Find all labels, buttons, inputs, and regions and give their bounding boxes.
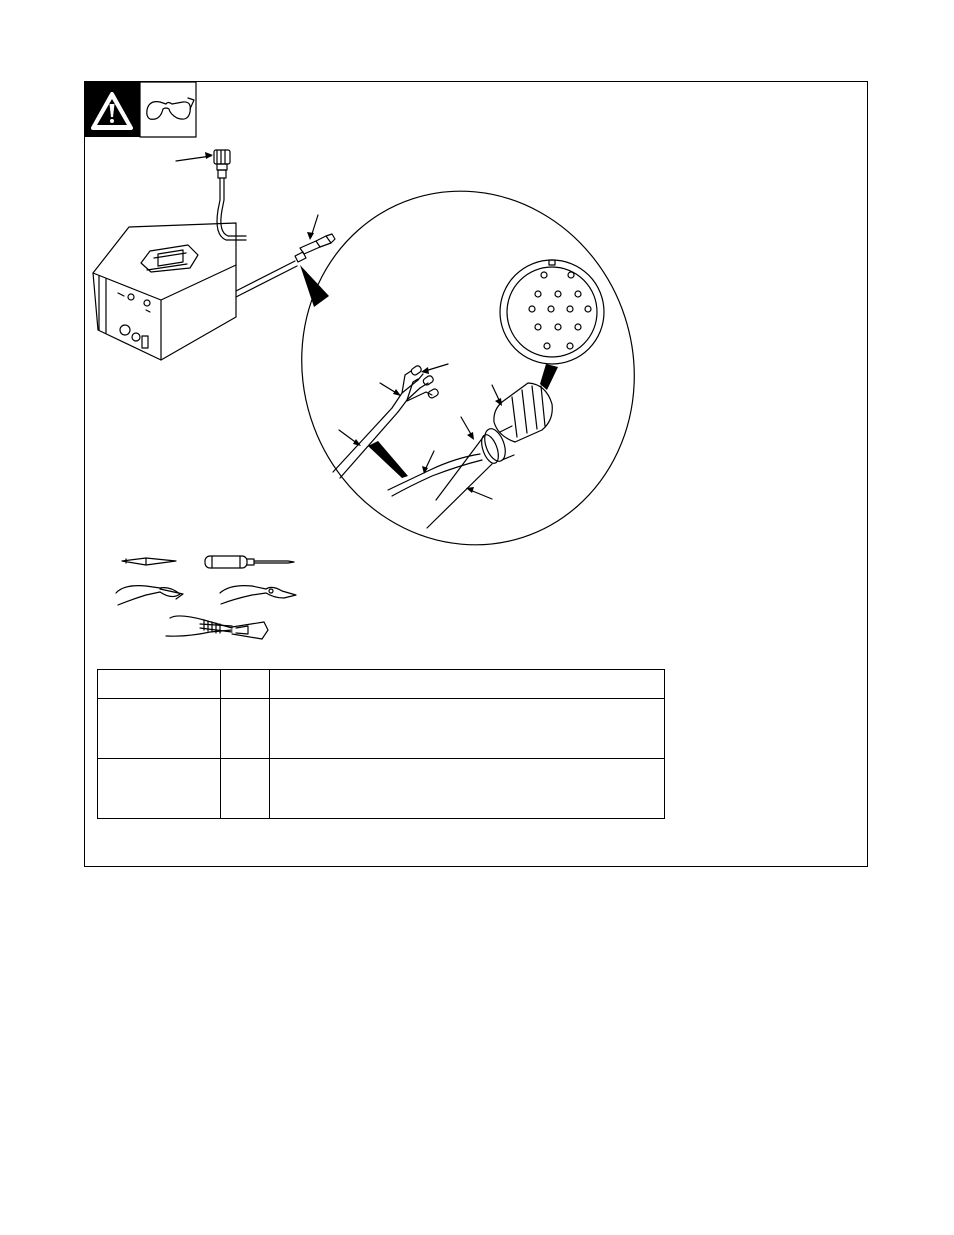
safety-glasses-icon <box>147 98 194 119</box>
diagonal-cutters-icon <box>116 586 183 605</box>
table-cell <box>270 759 665 819</box>
needle-nose-pliers-icon <box>220 586 296 604</box>
table-header-cell <box>270 670 665 699</box>
table-header-cell <box>98 670 221 699</box>
face-pointer <box>540 364 558 390</box>
control-box <box>93 223 236 360</box>
glasses-block <box>140 82 196 137</box>
table-cell <box>98 699 221 759</box>
parts-table <box>97 669 665 819</box>
wire-stripper-icon <box>166 616 268 639</box>
detail-ellipse <box>256 148 680 589</box>
utility-knife-icon <box>122 558 176 565</box>
table-cell <box>98 759 221 819</box>
table-cell <box>221 759 270 819</box>
power-cord <box>236 252 306 297</box>
screwdriver-icon <box>205 556 294 568</box>
plug-top <box>300 215 335 254</box>
table-row <box>98 699 665 759</box>
table-cell <box>221 699 270 759</box>
table-header-cell <box>221 670 270 699</box>
connector-face <box>500 260 604 364</box>
connector-enlarged <box>388 383 552 528</box>
table-row <box>98 759 665 819</box>
warning-header <box>84 82 196 137</box>
table-header-row <box>98 670 665 699</box>
table-cell <box>270 699 665 759</box>
